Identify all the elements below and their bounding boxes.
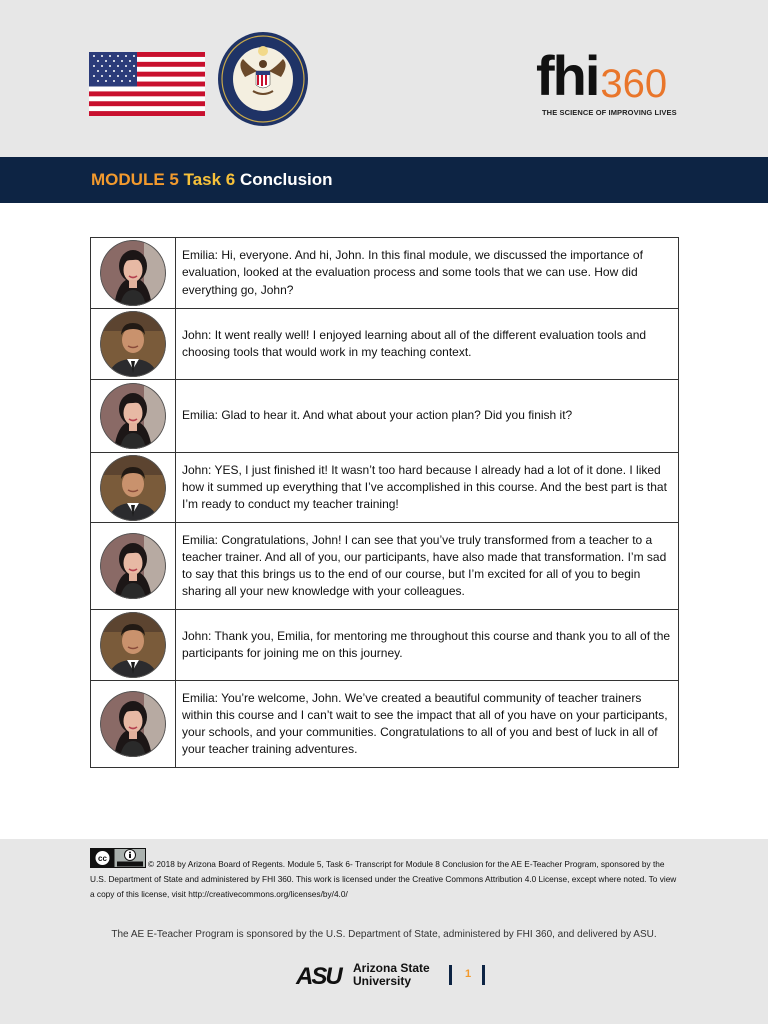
avatar-cell [91, 681, 176, 768]
john-avatar [91, 311, 175, 377]
emilia-avatar [91, 533, 175, 599]
fhi360-tagline: THE SCIENCE OF IMPROVING LIVES [542, 108, 677, 117]
dialogue-row [91, 523, 679, 610]
avatar-cell [91, 238, 176, 309]
dialogue-row [91, 453, 679, 523]
emilia-avatar [91, 240, 175, 306]
task-label: Task 6 [183, 170, 236, 189]
avatar-cell [91, 309, 176, 380]
dialogue-text: Emilia: Hi, everyone. And hi, John. In this final module, we discussed the importance of evaluation, looked at the evaluation process and some tools that we can use. How did everything go, John? [176, 238, 679, 309]
page-title [91, 170, 333, 190]
john-avatar [91, 612, 175, 678]
avatar-cell [91, 380, 176, 453]
asu-mark: ASU [296, 963, 341, 990]
dialogue-table [90, 237, 679, 768]
page-number: 1 [464, 968, 472, 980]
module-banner [0, 157, 768, 203]
page-number-indicator [449, 965, 487, 985]
title-label: Conclusion [239, 170, 333, 189]
emilia-avatar [91, 691, 175, 757]
asu-name: Arizona State University [353, 961, 430, 988]
dialogue-text: Emilia: Congratulations, John! I can see that you’ve truly transformed from a teacher to a teacher trainer. And all of you, our participants, have also made that transformation. I’m sad to say that this brings us to the end of our course, but I’m excited for all of you to begin sharing all your new knowledge with your colleagues. [176, 523, 679, 610]
avatar-cell [91, 610, 176, 681]
avatar-cell [91, 523, 176, 610]
avatar-cell [91, 453, 176, 523]
dialogue-row [91, 380, 679, 453]
us-flag-icon [89, 52, 205, 116]
dialogue-text: John: Thank you, Emilia, for mentoring me throughout this course and thank you to all of the participants for joining me on this journey. [176, 610, 679, 681]
svg-text:cc: cc [98, 854, 107, 863]
dialogue-row [91, 610, 679, 681]
dialogue-row [91, 238, 679, 309]
dialogue-row [91, 681, 679, 768]
emilia-avatar [91, 383, 175, 449]
header [0, 0, 768, 157]
license-text: © 2018 by Arizona Board of Regents. Module 5, Task 6- Transcript for Module 8 Conclusion for the AE E-Teacher Program, sponsored by the U.S. Department of State and administered by FHI 360. This work is licensed under the Creative Commons Attribution 4.0 License, except where noted. To view a copy of this license, visit http://creativecommons.org/licenses/by/4.0/ [90, 859, 677, 899]
dialogue-text: Emilia: Glad to hear it. And what about your action plan? Did you finish it? [176, 380, 679, 453]
pager-right-bar [482, 965, 485, 985]
dialogue-text: John: It went really well! I enjoyed learning about all of the different evaluation tools and choosing tools that would work in my teaching context. [176, 309, 679, 380]
dialogue-text: Emilia: You’re welcome, John. We’ve created a beautiful community of teacher trainers within this course and I can’t wait to see the impact that all of you have on your participants, your schools, and your communities. Congratulations to all of you and best of luck in all of your teacher training adventures. [176, 681, 679, 768]
module-label: MODULE 5 [91, 170, 179, 189]
dialogue-text: John: YES, I just finished it! It wasn’t too hard because I already had a lot of it done. I liked how it summed up everything that I’ve accomplished in this course. And the best part is that I’m ready to conduct my teacher training! [176, 453, 679, 523]
sponsor-text: The AE E-Teacher Program is sponsored by the U.S. Department of State, administered by FHI 360, and delivered by ASU. [111, 929, 657, 940]
john-avatar [91, 455, 175, 521]
dialogue-row [91, 309, 679, 380]
fhi360-wordmark: fhi 360 [536, 44, 668, 107]
department-of-state-seal-icon [217, 31, 309, 127]
fhi360-logo [536, 46, 686, 117]
